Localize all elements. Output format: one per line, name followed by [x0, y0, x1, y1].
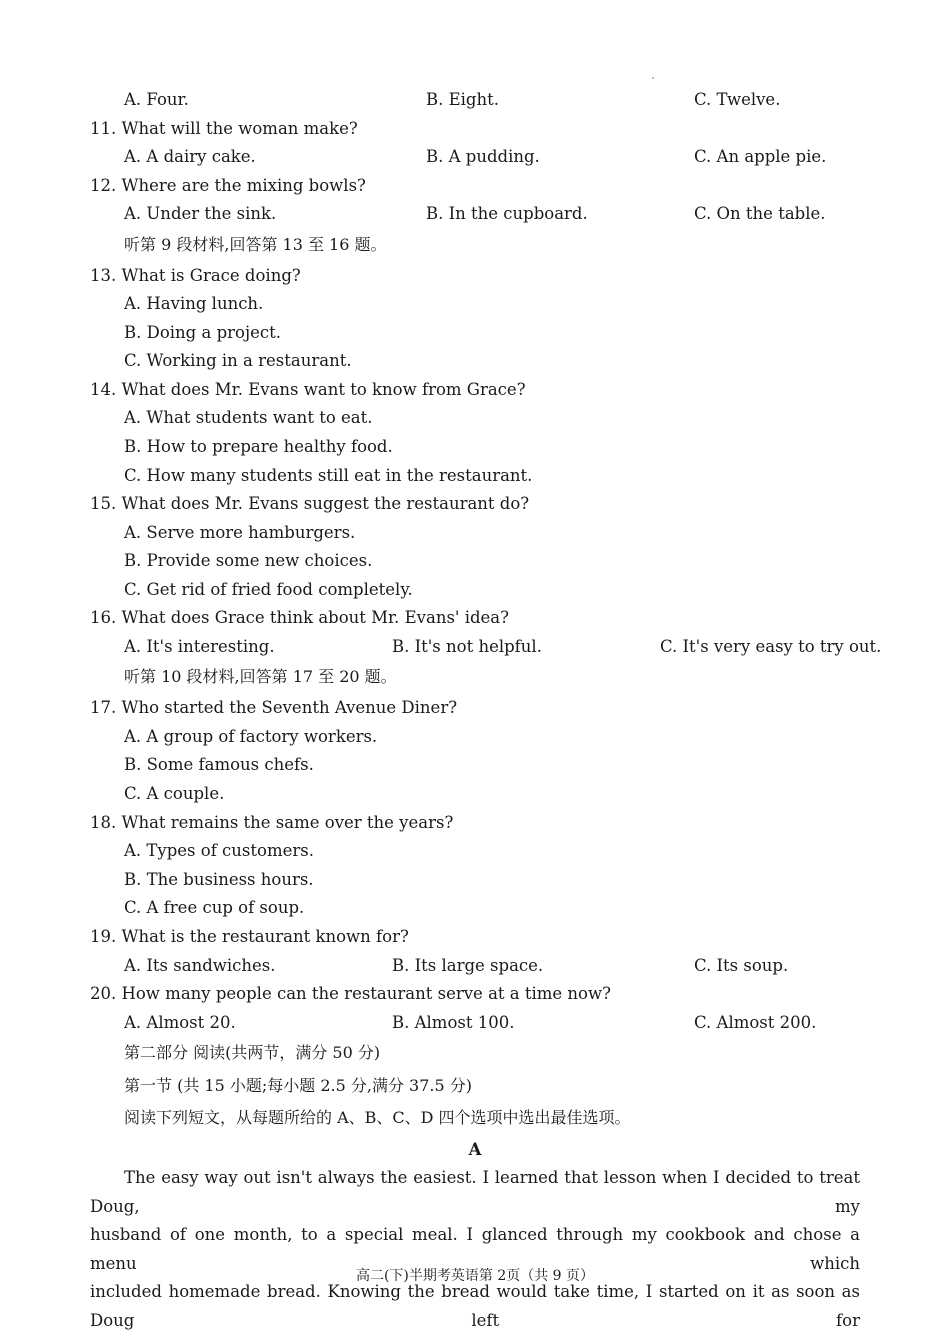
reading-instruction: 阅读下列短文，从每题所给的 A、B、C、D 四个选项中选出最佳选项。 [124, 1108, 631, 1127]
q15-option-a: A. Serve more hamburgers. [124, 523, 356, 542]
q14-option-b: B. How to prepare healthy food. [124, 437, 393, 456]
passage-line-3: included homemade bread. Knowing the bread would take time, I started on it as soon as Doug left for [90, 1282, 860, 1330]
q11-option-c: C. An apple pie. [694, 147, 827, 166]
q19-question: 19. What is the restaurant known for? [90, 927, 409, 946]
passage-a [90, 1164, 860, 1335]
q10-option-b: B. Eight. [426, 90, 500, 109]
q18-option-a: A. Types of customers. [124, 841, 314, 860]
q16-option-c: C. It's very easy to try out. [660, 637, 882, 656]
q10-option-a: A. Four. [124, 90, 189, 109]
q19-option-a: A. Its sandwiches. [124, 956, 276, 975]
listening-instruction-10: 听第 10 段材料,回答第 17 至 20 题。 [124, 667, 397, 686]
q17-option-a: A. A group of factory workers. [124, 727, 378, 746]
q12-option-a: A. Under the sink. [124, 204, 277, 223]
q17-option-b: B. Some famous chefs. [124, 755, 314, 774]
q15-option-c: C. Get rid of fried food completely. [124, 580, 413, 599]
passage-line-2: husband of one month, to a special meal. I glanced through my cookbook and chose a menu which [90, 1225, 860, 1273]
q20-option-b: B. Almost 100. [392, 1013, 515, 1032]
q14-option-c: C. How many students still eat in the restaurant. [124, 466, 533, 485]
q15-option-b: B. Provide some new choices. [124, 551, 373, 570]
q13-option-a: A. Having lunch. [124, 294, 264, 313]
scan-speck [652, 77, 654, 79]
q11-question: 11. What will the woman make? [90, 119, 358, 138]
q19-option-c: C. Its soup. [694, 956, 789, 975]
q13-question: 13. What is Grace doing? [90, 266, 301, 285]
q12-option-b: B. In the cupboard. [426, 204, 588, 223]
q15-question: 15. What does Mr. Evans suggest the restaurant do? [90, 494, 530, 513]
q14-option-a: A. What students want to eat. [124, 408, 373, 427]
q13-option-c: C. Working in a restaurant. [124, 351, 352, 370]
part2-heading: 第二部分 阅读(共两节，满分 50 分) [124, 1043, 381, 1062]
q20-option-c: C. Almost 200. [694, 1013, 817, 1032]
q12-question: 12. Where are the mixing bowls? [90, 176, 366, 195]
q18-option-c: C. A free cup of soup. [124, 898, 305, 917]
q13-option-b: B. Doing a project. [124, 323, 281, 342]
q20-option-a: A. Almost 20. [124, 1013, 236, 1032]
q16-question: 16. What does Grace think about Mr. Evans' idea? [90, 608, 509, 627]
q19-option-b: B. Its large space. [392, 956, 544, 975]
q17-question: 17. Who started the Seventh Avenue Diner? [90, 698, 458, 717]
q14-question: 14. What does Mr. Evans want to know from Grace? [90, 380, 526, 399]
q20-question: 20. How many people can the restaurant serve at a time now? [90, 984, 611, 1003]
page-footer: 高二(下)半期考英语第 2页（共 9 页） [355, 1268, 595, 1284]
passage-line-1: The easy way out isn't always the easiest. I learned that lesson when I decided to treat Doug, my [90, 1168, 860, 1216]
q16-option-a: A. It's interesting. [124, 637, 275, 656]
q16-option-b: B. It's not helpful. [392, 637, 542, 656]
passage-title: A [468, 1140, 482, 1159]
listening-instruction-9: 听第 9 段材料,回答第 13 至 16 题。 [124, 235, 387, 254]
q18-question: 18. What remains the same over the years? [90, 813, 454, 832]
q10-option-c: C. Twelve. [694, 90, 781, 109]
q17-option-c: C. A couple. [124, 784, 225, 803]
q11-option-b: B. A pudding. [426, 147, 540, 166]
q11-option-a: A. A dairy cake. [124, 147, 256, 166]
section1-heading: 第一节 (共 15 小题;每小题 2.5 分,满分 37.5 分) [124, 1076, 472, 1095]
q18-option-b: B. The business hours. [124, 870, 314, 889]
q12-option-c: C. On the table. [694, 204, 826, 223]
